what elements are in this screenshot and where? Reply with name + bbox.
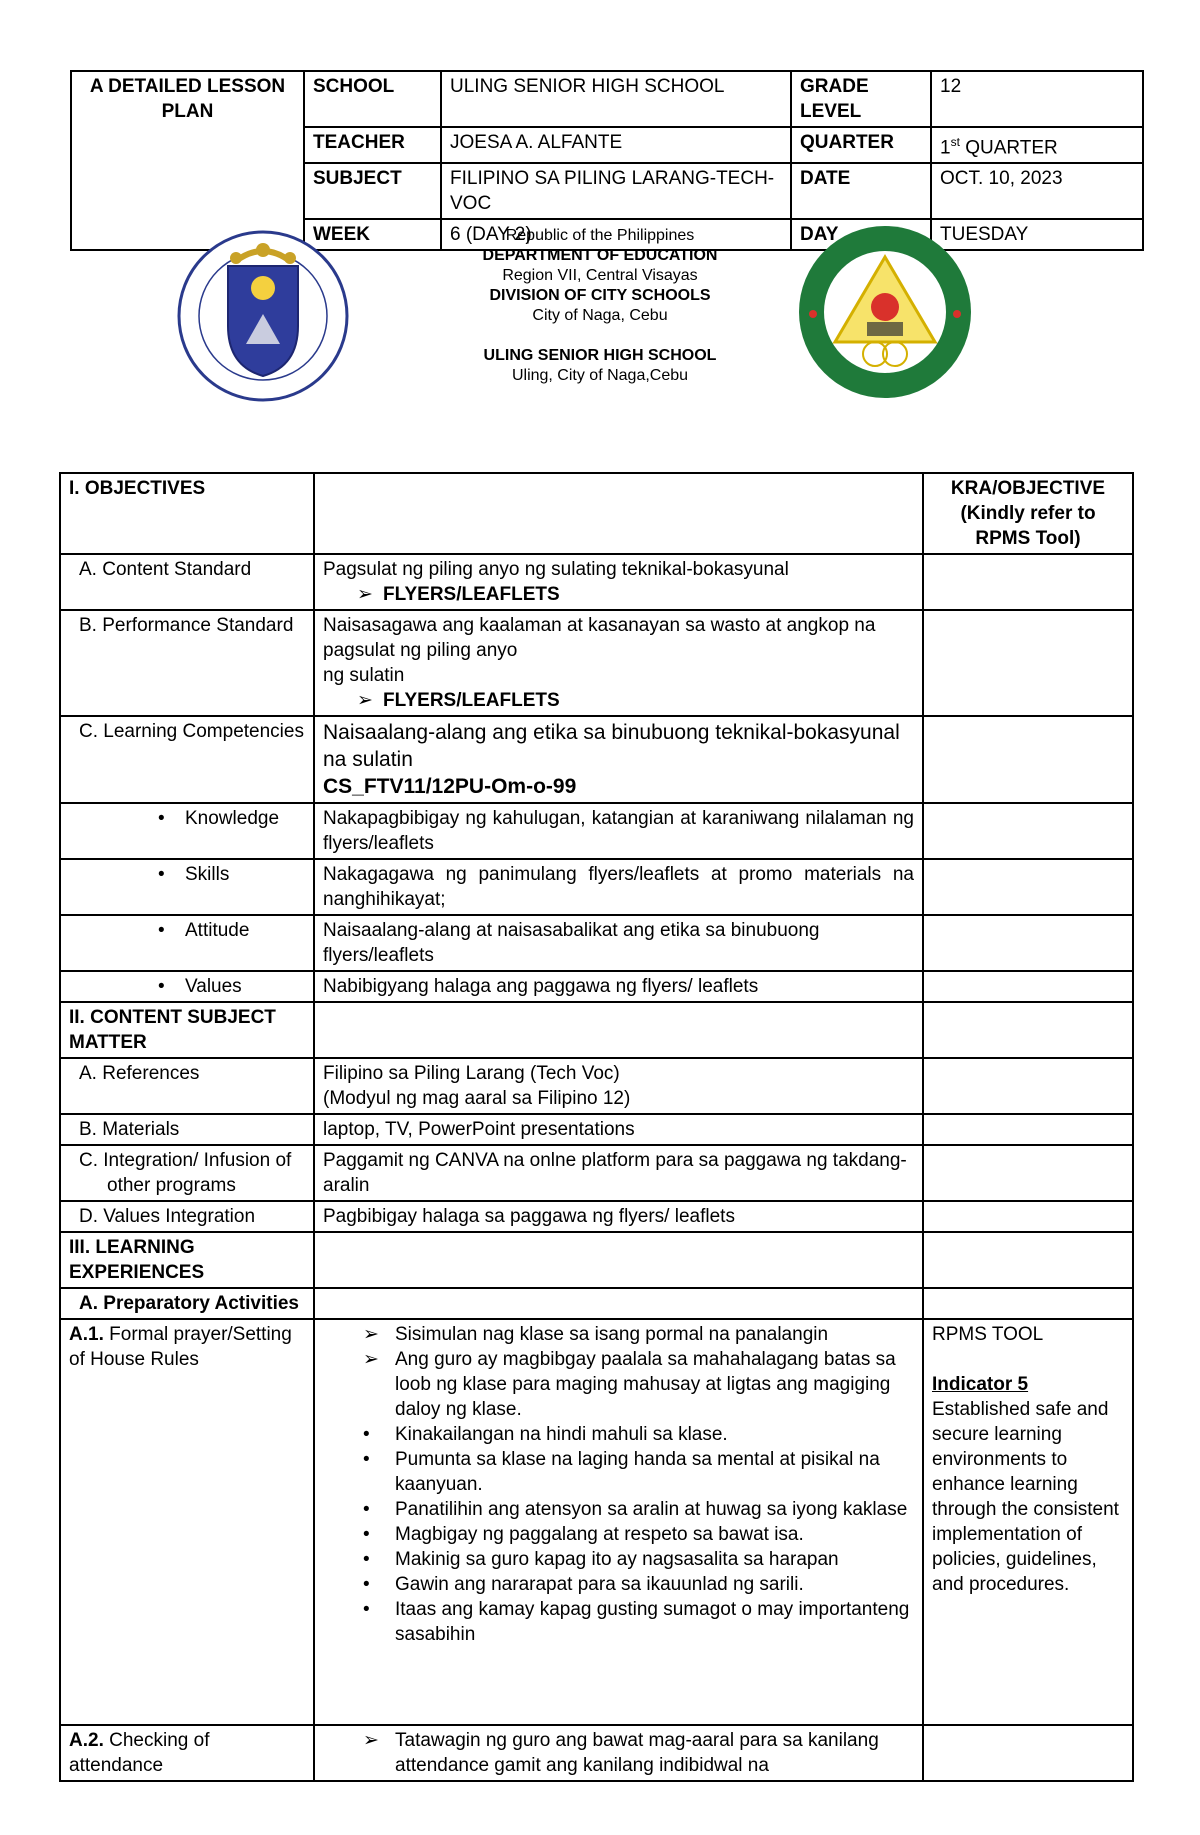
learning-blank	[314, 1232, 923, 1288]
arrow-bullet-icon: ➢	[363, 1730, 379, 1751]
content-standard-cell	[314, 554, 923, 610]
school-value: ULING SENIOR HIGH SCHOOL	[441, 71, 791, 127]
content-standard-label: A. Content Standard	[60, 554, 314, 610]
preparatory-blank	[314, 1288, 923, 1319]
kra-cell	[923, 1058, 1133, 1114]
references-text-1: Filipino sa Piling Larang (Tech Voc)	[323, 1063, 620, 1084]
bullet-icon: •	[363, 1424, 370, 1445]
references-cell	[314, 1058, 923, 1114]
school-label: SCHOOL	[304, 71, 441, 127]
content-blank	[314, 1002, 923, 1058]
house-rule-item	[323, 1572, 914, 1597]
deped-seal-logo	[176, 226, 351, 406]
bullet-icon: •	[158, 864, 165, 885]
learning-competencies-text: Naisaalang-alang ang etika sa binubuong teknikal-bokasyunal na sulatin	[323, 721, 900, 771]
kra-cell	[923, 1201, 1133, 1232]
rpms-tool-title: RPMS TOOL	[932, 1324, 1044, 1345]
kra-cell	[923, 1145, 1133, 1201]
letterhead-republic: Republic of the Philippines	[505, 227, 695, 244]
integration-text: Paggamit ng CANVA na onlne platform para sa paggawa ng takdang-aralin	[314, 1145, 923, 1201]
kra-cell	[923, 1114, 1133, 1145]
bullet-icon: •	[363, 1574, 370, 1595]
letterhead-region: Region VII, Central Visayas	[502, 267, 698, 284]
attitude-label: • Attitude	[60, 915, 314, 971]
date-label: DATE	[791, 163, 931, 219]
house-rule-item-text: Sisimulan nag klase sa isang pormal na panalangin	[395, 1324, 829, 1345]
bullet-icon: •	[363, 1449, 370, 1470]
learning-competency-code: CS_FTV11/12PU-Om-o-99	[323, 775, 577, 798]
attendance-list	[323, 1728, 914, 1778]
a1-label: Formal prayer/Setting of House Rules	[69, 1324, 292, 1370]
references-label: A. References	[60, 1058, 314, 1114]
grade-value: 12	[931, 71, 1143, 127]
date-value: OCT. 10, 2023	[931, 163, 1143, 219]
bullet-icon: •	[158, 920, 165, 941]
bullet-icon: •	[363, 1524, 370, 1545]
arrow-bullet-icon: ➢	[357, 690, 373, 711]
performance-standard-label: B. Performance Standard	[60, 610, 314, 716]
week-label: WEEK	[304, 219, 441, 250]
kra-cell	[923, 803, 1133, 859]
letterhead-department: DEPARTMENT OF EDUCATION	[482, 247, 718, 264]
house-rule-item-text: Makinig sa guro kapag ito ay nagsasalita sa harapan	[395, 1549, 839, 1570]
values-integration-label: D. Values Integration	[60, 1201, 314, 1232]
house-rule-item	[323, 1447, 914, 1497]
bullet-icon: •	[158, 976, 165, 997]
learning-competencies-cell	[314, 716, 923, 803]
letterhead	[0, 226, 1200, 406]
house-rule-item-text: Itaas ang kamay kapag gusting sumagot o may importanteng sasabihin	[395, 1599, 910, 1645]
a2-label-cell	[60, 1725, 314, 1781]
materials-label: B. Materials	[60, 1114, 314, 1145]
house-rule-item-text: Gawin ang nararapat para sa ikauunlad ng sarili.	[395, 1574, 804, 1595]
bullet-icon: •	[158, 808, 165, 829]
house-rule-item-text: Magbigay ng paggalang at respeto sa bawat isa.	[395, 1524, 804, 1545]
lesson-plan-table	[59, 472, 1134, 1782]
grade-label: GRADE LEVEL	[791, 71, 931, 127]
knowledge-label: • Knowledge	[60, 803, 314, 859]
values-integration-text: Pagbibigay halaga sa paggawa ng flyers/ leaflets	[314, 1201, 923, 1232]
a1-items-cell	[314, 1319, 923, 1725]
indicator-text: Established safe and secure learning environments to enhance learning through the consistent implementation of policies, guidelines, and procedures.	[932, 1399, 1119, 1595]
house-rule-item	[323, 1547, 914, 1572]
skills-label: • Skills	[60, 859, 314, 915]
day-value: TUESDAY	[931, 219, 1143, 250]
kra-cell	[923, 971, 1133, 1002]
teacher-value: JOESA A. ALFANTE	[441, 127, 791, 163]
indicator-title: Indicator 5	[932, 1374, 1029, 1395]
a1-label-cell	[60, 1319, 314, 1725]
a1-number: A.1.	[69, 1324, 104, 1345]
arrow-bullet-icon: ➢	[363, 1324, 379, 1345]
kra-cell	[923, 1232, 1133, 1288]
content-heading: II. CONTENT SUBJECT MATTER	[60, 1002, 314, 1058]
week-value: 6 (DAY 2)	[441, 219, 791, 250]
attendance-item-text: Tatawagin ng guro ang bawat mag-aaral para sa kanilang attendance gamit ang kanilang indibidwal na	[395, 1730, 879, 1776]
house-rules-list	[323, 1322, 914, 1647]
performance-standard-text-2: ng sulatin	[323, 665, 405, 686]
quarter-label: QUARTER	[791, 127, 931, 163]
a1-kra-cell	[923, 1319, 1133, 1725]
kra-cell	[923, 859, 1133, 915]
kra-cell	[923, 716, 1133, 803]
attendance-item	[323, 1728, 914, 1778]
letterhead-school: ULING SENIOR HIGH SCHOOL	[483, 347, 717, 364]
lesson-plan-title: A DETAILED LESSON PLAN	[71, 71, 304, 250]
kra-cell	[923, 1002, 1133, 1058]
learning-competencies-label: C. Learning Competencies	[60, 716, 314, 803]
integration-label: C. Integration/ Infusion of other programs	[60, 1145, 314, 1201]
references-text-2: (Modyul ng mag aaral sa Filipino 12)	[323, 1088, 631, 1109]
values-label: • Values	[60, 971, 314, 1002]
a2-label: Checking of attendance	[69, 1730, 210, 1776]
bullet-icon: •	[363, 1499, 370, 1520]
bullet-icon: •	[363, 1549, 370, 1570]
kra-cell	[923, 915, 1133, 971]
performance-standard-cell	[314, 610, 923, 716]
kra-cell	[923, 610, 1133, 716]
content-standard-text: Pagsulat ng piling anyo ng sulating teknikal-bokasyunal	[323, 559, 789, 580]
quarter-value	[931, 127, 1143, 163]
kra-cell	[923, 1288, 1133, 1319]
house-rule-item-text: Kinakailangan na hindi mahuli sa klase.	[395, 1424, 728, 1445]
letterhead-address: Uling, City of Naga,Cebu	[511, 367, 689, 384]
letterhead-city: City of Naga, Cebu	[532, 307, 668, 324]
kra-cell	[923, 554, 1133, 610]
subject-label: SUBJECT	[304, 163, 441, 219]
house-rule-item	[323, 1522, 914, 1547]
materials-text: laptop, TV, PowerPoint presentations	[314, 1114, 923, 1145]
a2-number: A.2.	[69, 1730, 104, 1751]
knowledge-text: Nakapagbibigay ng kahulugan, katangian at karaniwang nilalaman ng flyers/leaflets	[314, 803, 923, 859]
letterhead-text	[400, 226, 800, 386]
arrow-bullet-icon: ➢	[363, 1349, 379, 1370]
letterhead-division: DIVISION OF CITY SCHOOLS	[489, 287, 711, 304]
house-rule-item-text: Panatilihin ang atensyon sa aralin at huwag sa iyong kaklase	[395, 1499, 908, 1520]
attitude-text: Naisaalang-alang at naisasabalikat ang etika sa binubuong flyers/leaflets	[314, 915, 923, 971]
skills-text: Nakagagawa ng panimulang flyers/leaflets at promo materials na nanghihikayat;	[314, 859, 923, 915]
bullet-icon: •	[363, 1599, 370, 1620]
day-label: DAY	[791, 219, 931, 250]
house-rule-item	[323, 1322, 914, 1347]
performance-standard-item: ➢ FLYERS/LEAFLETS	[357, 690, 560, 711]
house-rule-item-text: Pumunta sa klase na laging handa sa mental at pisikal na kaanyuan.	[395, 1449, 880, 1495]
quarter-number: 1	[940, 137, 951, 159]
house-rule-item	[323, 1497, 914, 1522]
teacher-label: TEACHER	[304, 127, 441, 163]
learning-experiences-heading: III. LEARNING EXPERIENCES	[60, 1232, 314, 1288]
values-text: Nabibigyang halaga ang paggawa ng flyers/ leaflets	[314, 971, 923, 1002]
a2-items-cell	[314, 1725, 923, 1781]
objectives-blank	[314, 473, 923, 554]
house-rule-item-text: Ang guro ay magbibgay paalala sa mahahalagang batas sa loob ng klase para maging mahusay at ligtas ang magiging daloy ng klase.	[395, 1349, 896, 1420]
preparatory-activities-label: A. Preparatory Activities	[60, 1288, 314, 1319]
content-standard-item: ➢ FLYERS/LEAFLETS	[357, 584, 560, 605]
subject-value: FILIPINO SA PILING LARANG-TECH-VOC	[441, 163, 791, 219]
lesson-plan-header	[70, 70, 1144, 251]
objectives-heading: I. OBJECTIVES	[60, 473, 314, 554]
arrow-bullet-icon: ➢	[357, 584, 373, 605]
house-rule-item	[323, 1422, 914, 1447]
kra-cell	[923, 1725, 1133, 1781]
quarter-suffix: st	[950, 135, 960, 149]
kra-objective-heading: KRA/OBJECTIVE (Kindly refer to RPMS Tool)	[923, 473, 1133, 554]
quarter-word: QUARTER	[965, 137, 1058, 159]
house-rule-item	[323, 1597, 914, 1647]
performance-standard-text: Naisasagawa ang kaalaman at kasanayan sa wasto at angkop na pagsulat ng piling anyo	[323, 615, 876, 661]
house-rule-item	[323, 1347, 914, 1422]
division-seal-logo	[795, 222, 975, 402]
